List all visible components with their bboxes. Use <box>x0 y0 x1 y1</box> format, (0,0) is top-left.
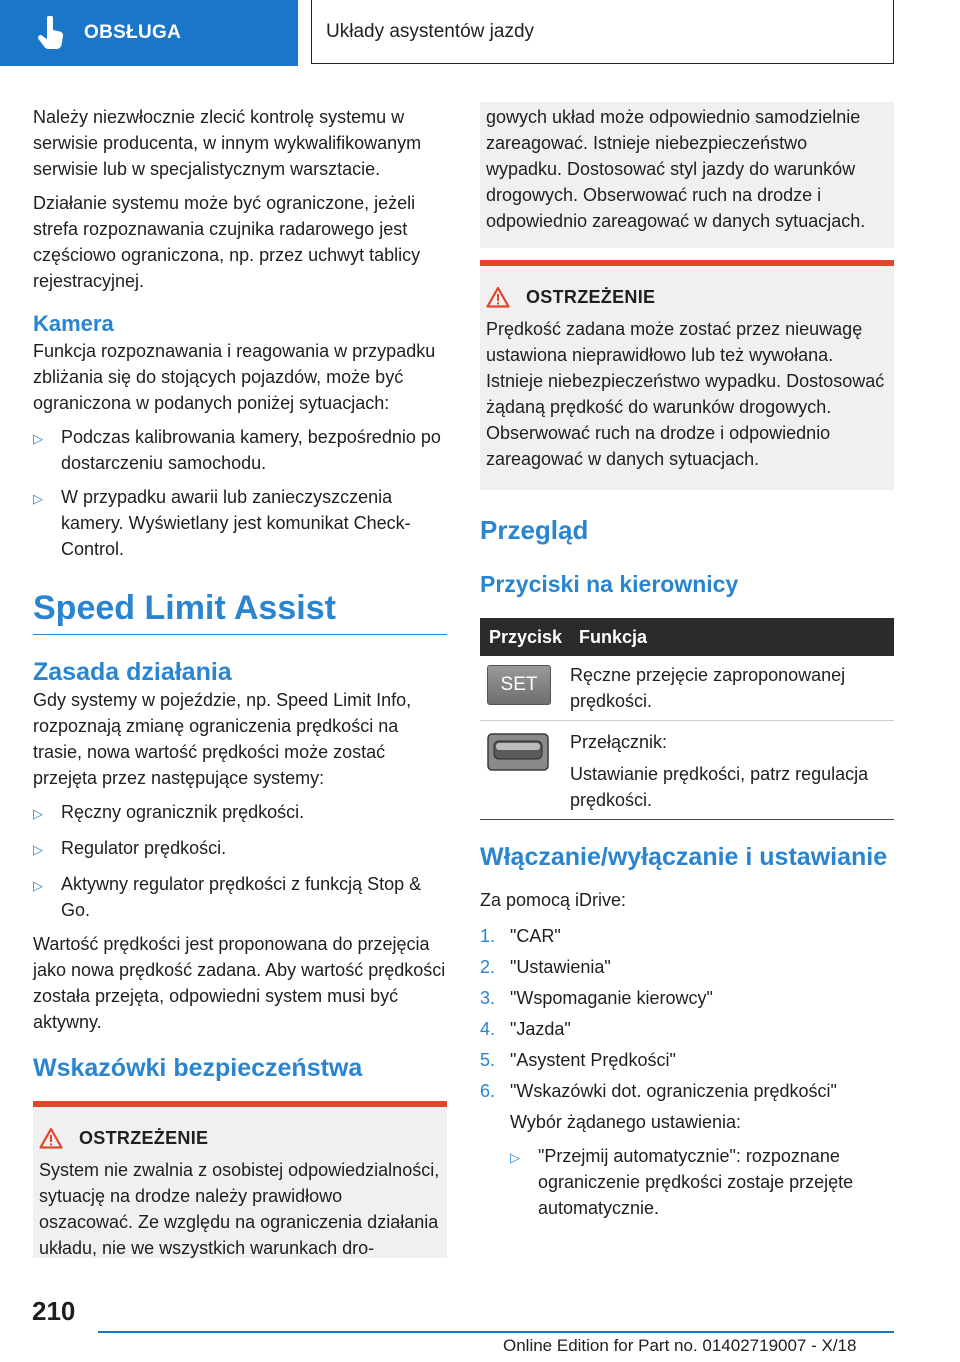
triangle-bullet-icon: ▷ <box>33 491 43 506</box>
step-text: "Wskazówki dot. ograniczenia prędkości" <box>510 1081 837 1101</box>
step-number: 6. <box>480 1081 496 1101</box>
triangle-bullet-icon: ▷ <box>33 842 43 857</box>
table-cell <box>480 656 570 720</box>
list-item-text: "Przejmij automatycznie": rozpoznane ograniczenie prędkości zostaje przejęte automatycznie. <box>538 1146 854 1218</box>
list-item <box>480 1078 894 1104</box>
warning-text: Prędkość zadana może zostać przez nieuwagę ustawiona nieprawidłowo lub też wywołana. Istnieje niebezpieczeństwo wypadku. Dostosować żądaną prędkość do warunków drogowych. Obserwować ruch na drodze i odpowiednio zareagować w danych sytuacjach. <box>486 319 885 469</box>
list-item <box>480 985 894 1011</box>
set-button-icon: SET <box>487 665 551 705</box>
paragraph: Działanie systemu może być ograniczone, jeżeli strefa rozpoznawania czujnika radarowego jest częściowo ograniczona, np. przez uchwyt tablicy rejestracyjnej. <box>33 193 421 291</box>
column-header-function: Funkcja <box>579 626 648 647</box>
paragraph: Należy niezwłocznie zlecić kontrolę systemu w serwisie producenta, w innym wykwalifikowanym serwisie lub w specjalistycznym warsztacie. <box>33 107 422 179</box>
buttons-table <box>480 618 894 820</box>
section-heading-camera: Kamera <box>33 311 114 336</box>
section-heading-principle: Zasada działania <box>33 658 232 686</box>
paragraph: Wartość prędkości jest proponowana do przejęcia jako nowa prędkość zadana. Aby wartość prędkości została przejęta, odpowiedni system musi być aktywny. <box>33 934 446 1032</box>
cell-text: Ustawianie prędkości, patrz regulacja prędkości. <box>570 764 869 810</box>
footer-edition: Online Edition for Part no. 01402719007 - X/18 <box>503 1336 857 1355</box>
warning-text: System nie zwalnia z osobistej odpowiedzialności, sytuację na drodze należy prawidłowo oszacować. Ze względu na ograniczenia działania układu, nie we wszystkich warunkach dro- <box>39 1160 440 1258</box>
step-text: "Wspomaganie kierowcy" <box>510 988 713 1008</box>
warning-title-text: OSTRZEŻENIE <box>79 1127 209 1148</box>
warning-title-text: OSTRZEŻENIE <box>526 286 656 307</box>
warning-box <box>480 266 894 490</box>
hand-pointer-icon <box>36 16 66 50</box>
footer-divider <box>98 1331 894 1333</box>
list-item <box>33 871 447 923</box>
triangle-bullet-icon: ▷ <box>33 878 43 893</box>
step-number: 4. <box>480 1019 496 1039</box>
step-number: 3. <box>480 988 496 1008</box>
step-number: 5. <box>480 1050 496 1070</box>
triangle-bullet-icon: ▷ <box>33 431 43 446</box>
paragraph: Gdy systemy w pojeździe, np. Speed Limit Info, rozpoznają zmianę ograniczenia prędkości na trasie, nowa wartość prędkości może zostać przejęta przez następujące systemy: <box>33 690 412 788</box>
section-label: OBSŁUGA <box>84 22 182 43</box>
list-item <box>33 835 447 863</box>
left-column <box>33 104 447 1083</box>
warning-triangle-icon <box>39 1127 63 1149</box>
warning-text: gowych układ może odpowiednio samodzielnie zareagować. Istnieje niebezpieczeństwo wypadku. Dostosować styl jazdy do warunków drogowych. Obserwować ruch na drodze i odpowiednio zareagować w danych sytuacjach. <box>486 107 866 231</box>
list-item-text: Ręczny ogranicznik prędkości. <box>61 802 305 822</box>
step-text: "CAR" <box>510 926 561 946</box>
paragraph: Za pomocą iDrive: <box>480 890 627 910</box>
list-item-text: Aktywny regulator prędkości z funkcją Stop & Go. <box>61 874 422 920</box>
section-heading-buttons: Przyciski na kierownicy <box>480 571 739 597</box>
right-column <box>480 514 894 598</box>
table-row <box>480 721 894 820</box>
step-text: "Asystent Prędkości" <box>510 1050 676 1070</box>
paragraph: Wybór żądanego ustawienia: <box>510 1112 741 1132</box>
header-section-tab <box>0 0 298 66</box>
paragraph: Funkcja rozpoznawania i reagowania w przypadku zbliżania się do stojących pojazdów, może być ograniczona w podanych poniżej sytuacjach: <box>33 341 436 413</box>
list-item <box>33 424 447 476</box>
list-item <box>480 954 894 980</box>
rocker-switch-icon <box>487 733 549 771</box>
section-heading-onoff: Włączanie/wyłączanie i ustawianie <box>480 843 888 871</box>
warning-box-continued <box>480 102 894 248</box>
section-heading-overview: Przegląd <box>480 515 589 545</box>
list-item <box>33 484 447 562</box>
list-item-text: Regulator prędkości. <box>61 838 227 858</box>
list-item <box>480 923 894 949</box>
section-heading-safety: Wskazówki bezpieczeństwa <box>33 1054 363 1082</box>
right-column-lower <box>480 842 894 1221</box>
triangle-bullet-icon: ▷ <box>510 1150 520 1165</box>
warning-triangle-icon <box>486 286 510 308</box>
step-number: 2. <box>480 957 496 977</box>
warning-title <box>486 286 888 308</box>
chapter-heading: Speed Limit Assist <box>33 588 447 635</box>
list-item-text: Podczas kalibrowania kamery, bezpośrednio po dostarczeniu samochodu. <box>61 427 441 473</box>
page-number: 210 <box>32 1296 76 1326</box>
list-item-text: W przypadku awarii lub zanieczyszczenia kamery. Wyświetlany jest komunikat Check-Control. <box>61 487 411 559</box>
table-cell <box>480 721 570 819</box>
step-number: 1. <box>480 926 496 946</box>
list-item <box>480 1047 894 1073</box>
list-item <box>480 1016 894 1042</box>
warning-title <box>39 1127 441 1149</box>
step-text: "Ustawienia" <box>510 957 611 977</box>
step-text: "Jazda" <box>510 1019 571 1039</box>
list-item <box>510 1143 894 1221</box>
chapter-title: Układy asystentów jazdy <box>311 0 894 64</box>
table-cell <box>570 721 890 819</box>
table-row <box>480 656 894 721</box>
triangle-bullet-icon: ▷ <box>33 806 43 821</box>
column-header-button: Przycisk <box>489 626 563 647</box>
list-item <box>33 799 447 827</box>
table-cell: Ręczne przejęcie zaproponowanej prędkości. <box>570 665 846 711</box>
warning-box <box>33 1107 447 1258</box>
table-header <box>480 618 894 656</box>
cell-text: Przełącznik: <box>570 732 668 752</box>
